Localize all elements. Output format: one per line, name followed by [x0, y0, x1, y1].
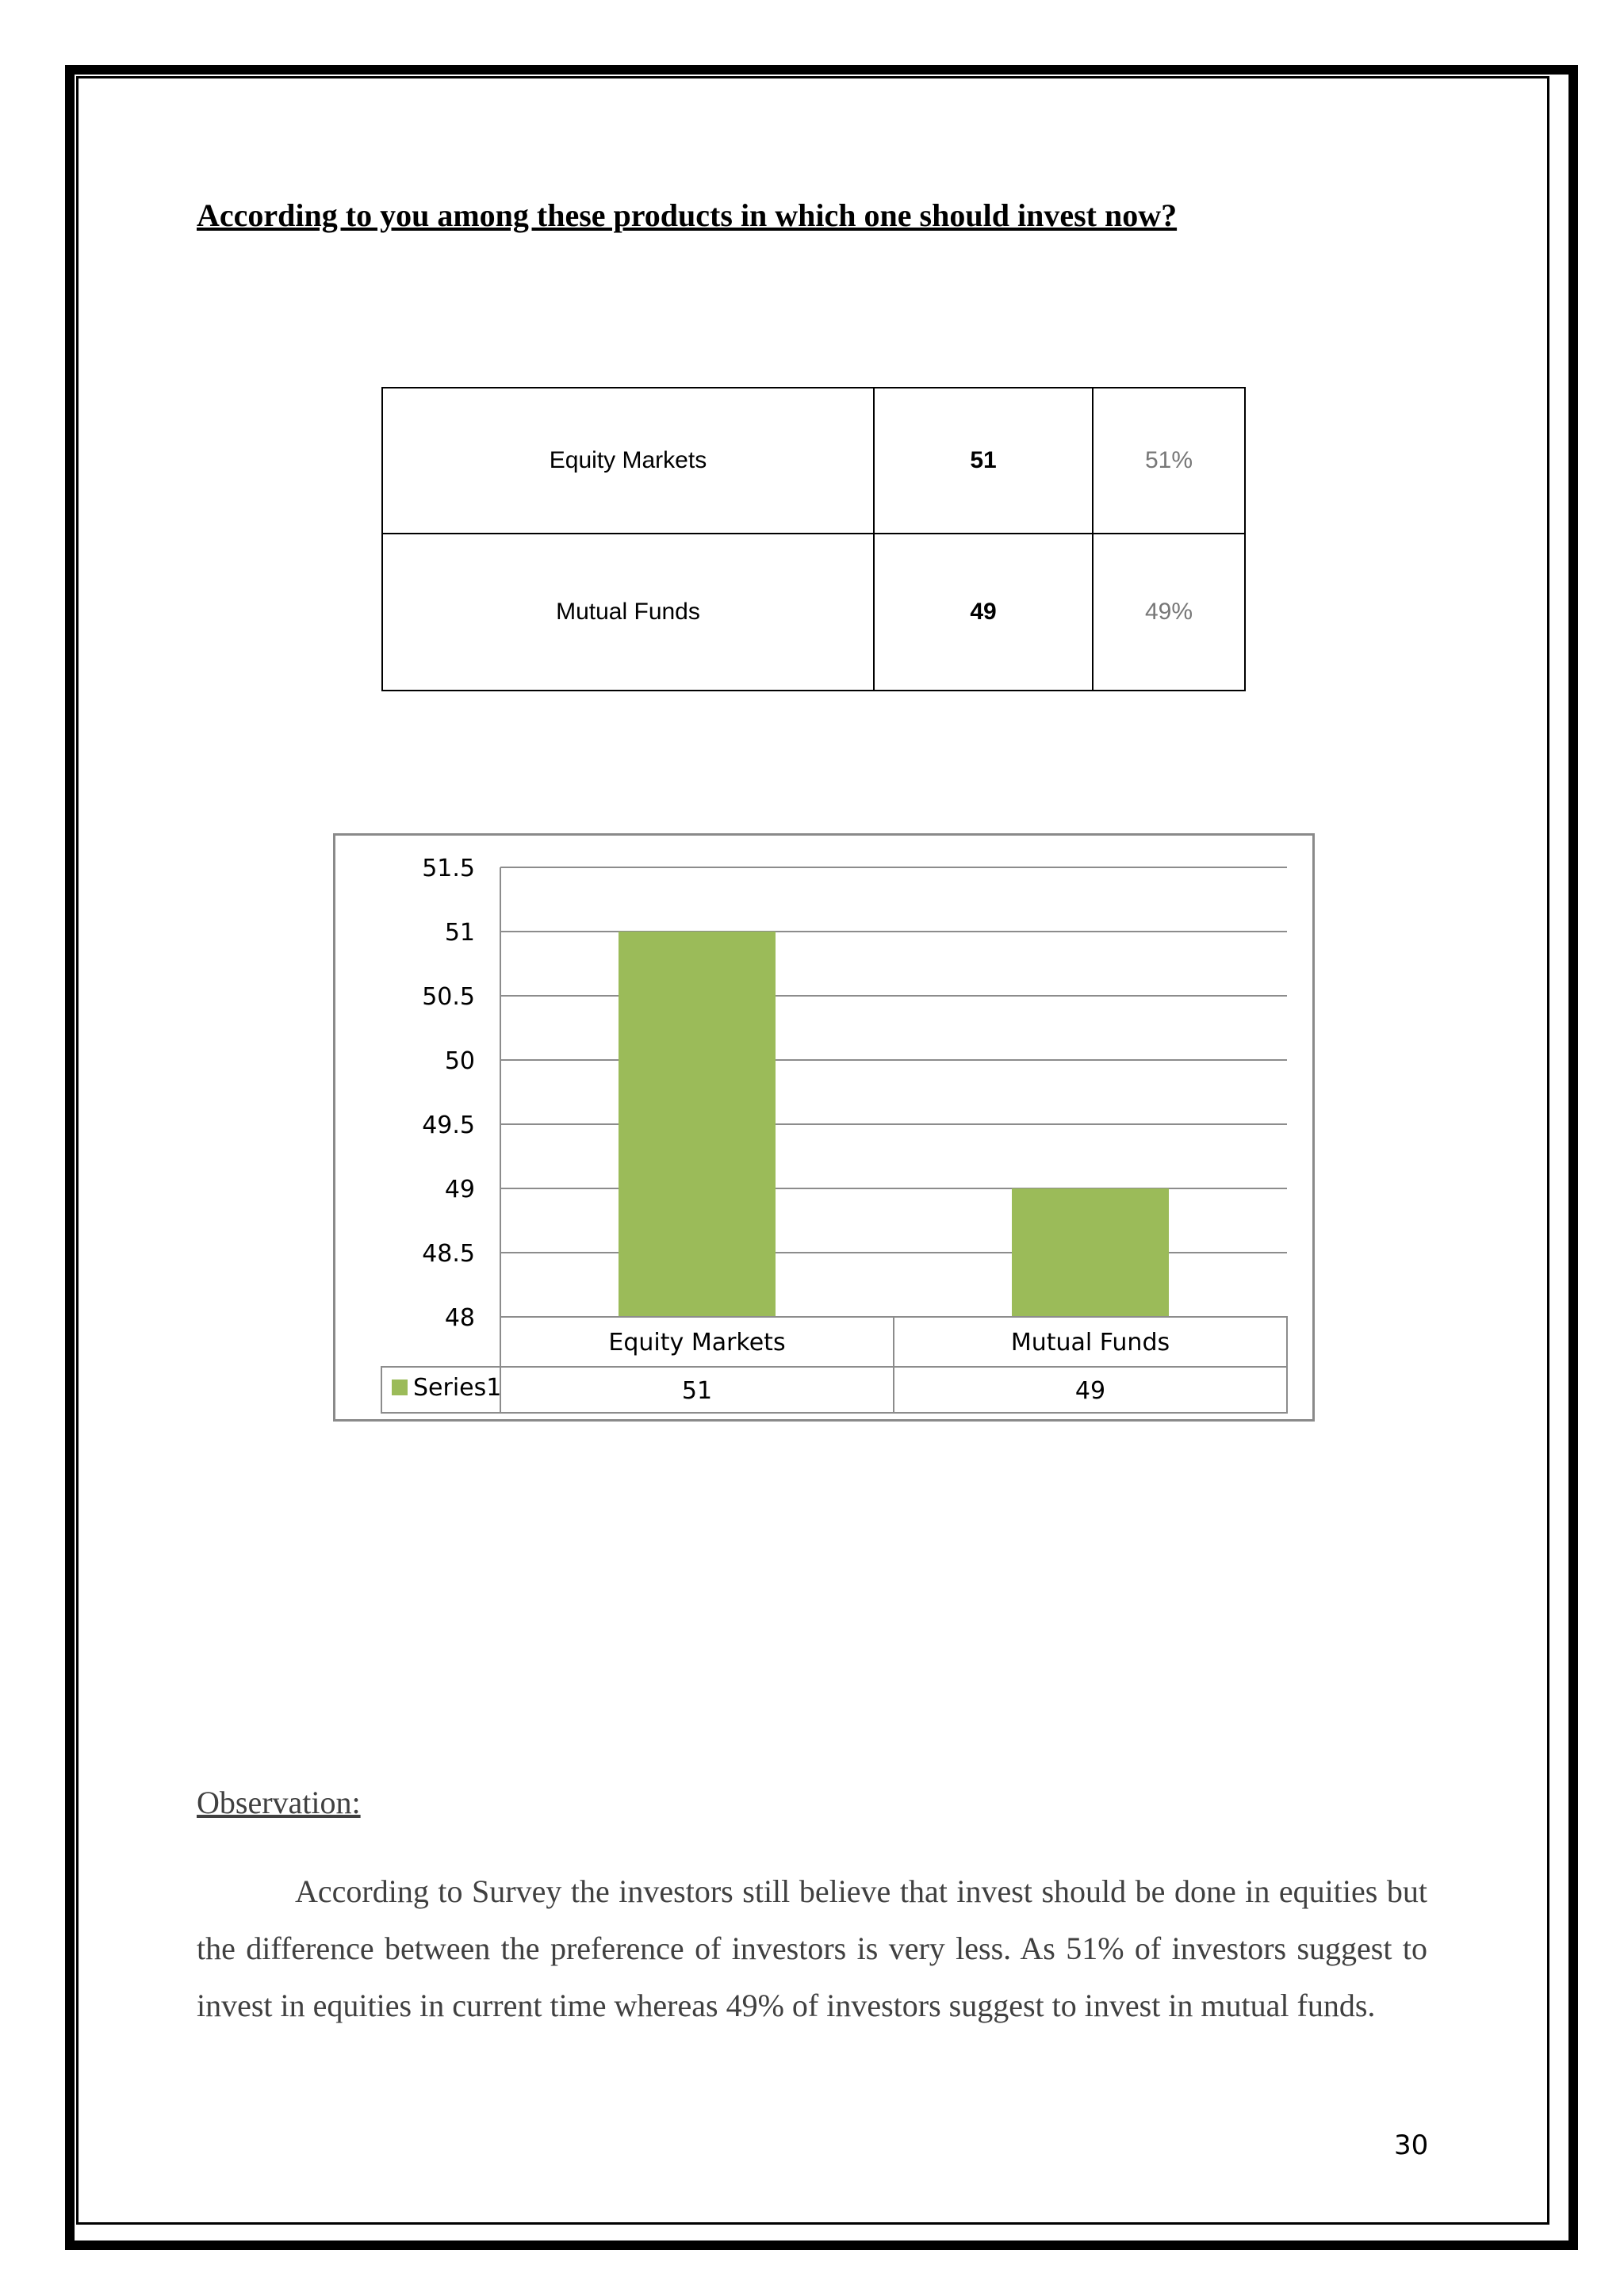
legend-label: Series1: [413, 1374, 502, 1402]
row-label: Equity Markets: [382, 388, 874, 534]
table-row: [382, 534, 1245, 691]
data-table-value: 49: [1074, 1377, 1106, 1405]
legend-swatch: [392, 1380, 408, 1395]
x-category-label: Mutual Funds: [1010, 1329, 1170, 1357]
bar-chart: [333, 833, 1315, 1422]
row-percent: 49%: [1093, 534, 1245, 691]
row-count: 49: [874, 534, 1093, 691]
x-category-label: Equity Markets: [608, 1329, 786, 1357]
bar-equity-markets: [619, 932, 776, 1317]
row-count: 51: [874, 388, 1093, 534]
y-tick-label: 48: [444, 1304, 475, 1332]
y-tick-label: 51: [444, 919, 475, 947]
table-row: [382, 388, 1245, 534]
y-tick-label: 50: [444, 1047, 475, 1075]
y-tick-label: 50.5: [422, 983, 475, 1011]
y-tick-label: 49: [444, 1176, 475, 1203]
y-tick-label: 49.5: [422, 1112, 475, 1139]
observation-text: According to Survey the investors still believe that invest should be done in equities but the difference between the preference of investors is very less. As 51% of investors suggest to invest in equities in current time whereas 49% of investors suggest to invest in mutual funds.: [197, 1873, 1427, 2023]
bar-chart-svg: [335, 836, 1317, 1424]
y-tick-label: 48.5: [422, 1240, 475, 1268]
data-table-value-row: [381, 1367, 1287, 1413]
page-number: 30: [1394, 2130, 1429, 2161]
y-tick-label: 51.5: [422, 855, 475, 882]
bar-mutual-funds: [1012, 1188, 1169, 1317]
question-heading: According to you among these products in which one should invest now?: [197, 197, 1178, 233]
summary-table: [381, 387, 1246, 691]
observation-title: Observation:: [197, 1785, 361, 1820]
data-table-value: 51: [681, 1377, 713, 1405]
row-label: Mutual Funds: [382, 534, 874, 691]
row-percent: 51%: [1093, 388, 1245, 534]
